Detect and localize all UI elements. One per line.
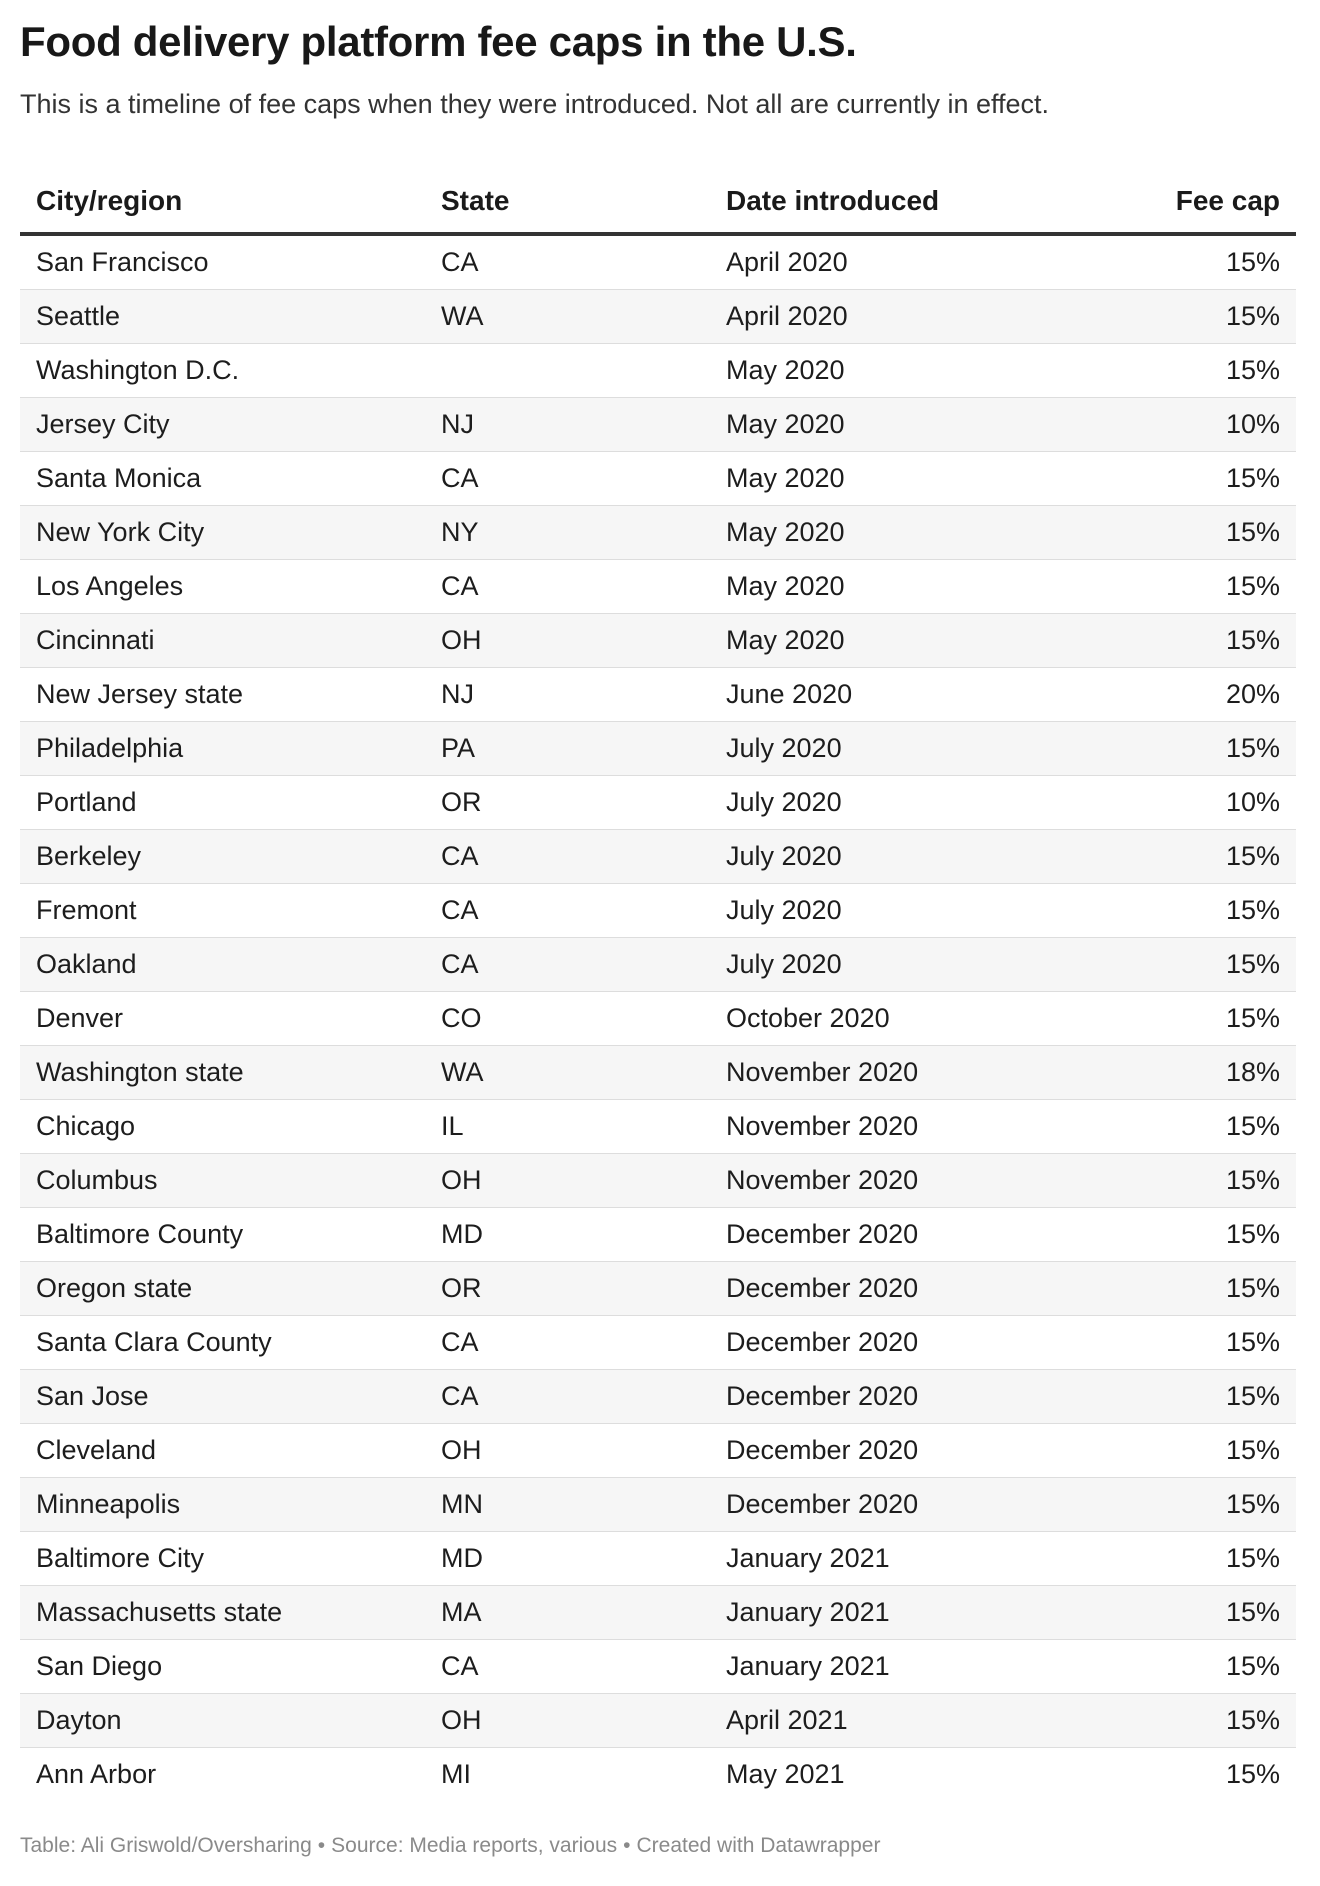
table-row xyxy=(20,1640,1296,1694)
footer-source: Source: Media reports, various xyxy=(331,1834,618,1857)
cell-city: Baltimore City xyxy=(20,1532,425,1586)
cell-city: Oakland xyxy=(20,938,425,992)
cell-date: May 2020 xyxy=(710,452,1150,506)
table-row xyxy=(20,1532,1296,1586)
table-row xyxy=(20,1316,1296,1370)
cell-city: Massachusetts state xyxy=(20,1586,425,1640)
cell-state: WA xyxy=(425,290,710,344)
cell-fee-cap: 15% xyxy=(1150,290,1296,344)
cell-city: Seattle xyxy=(20,290,425,344)
cell-date: July 2020 xyxy=(710,884,1150,938)
cell-fee-cap: 15% xyxy=(1150,1586,1296,1640)
footer-separator: • xyxy=(623,1834,631,1857)
cell-state: CA xyxy=(425,938,710,992)
cell-city: New Jersey state xyxy=(20,668,425,722)
table-row xyxy=(20,776,1296,830)
cell-state: CA xyxy=(425,830,710,884)
cell-city: Dayton xyxy=(20,1694,425,1748)
table-row xyxy=(20,884,1296,938)
footer-datawrapper-link[interactable]: Created with Datawrapper xyxy=(636,1834,881,1857)
cell-fee-cap: 15% xyxy=(1150,722,1296,776)
cell-city: Los Angeles xyxy=(20,560,425,614)
cell-date: April 2020 xyxy=(710,290,1150,344)
cell-date: December 2020 xyxy=(710,1316,1150,1370)
cell-fee-cap: 18% xyxy=(1150,1046,1296,1100)
table-row xyxy=(20,560,1296,614)
cell-fee-cap: 15% xyxy=(1150,1370,1296,1424)
column-header-date[interactable]: Date introduced xyxy=(710,170,1150,234)
cell-city: Ann Arbor xyxy=(36,1759,157,1789)
cell-date: November 2020 xyxy=(710,1154,1150,1208)
cell-date: December 2020 xyxy=(710,1424,1150,1478)
cell-state: NY xyxy=(425,506,710,560)
cell-city: Washington state xyxy=(20,1046,425,1100)
cell-date: April 2021 xyxy=(710,1694,1150,1748)
cell-date: May 2020 xyxy=(710,614,1150,668)
cell-city: San Diego xyxy=(20,1640,425,1694)
footer-separator: • xyxy=(317,1834,326,1857)
cell-city: Philadelphia xyxy=(20,722,425,776)
cell-date: December 2020 xyxy=(710,1370,1150,1424)
table-row xyxy=(20,344,1296,398)
table-header-row xyxy=(20,170,1296,234)
cell-date: June 2020 xyxy=(710,668,1150,722)
cell-state: OR xyxy=(425,1262,710,1316)
cell-state: OH xyxy=(425,1154,710,1208)
cell-date: July 2020 xyxy=(710,830,1150,884)
cell-state xyxy=(425,344,710,398)
cell-fee-cap: 15% xyxy=(1150,1262,1296,1316)
cell-fee-cap: 10% xyxy=(1150,398,1296,452)
cell-state: OH xyxy=(425,614,710,668)
cell-fee-cap: 15% xyxy=(1225,1759,1280,1789)
table-row xyxy=(20,1262,1296,1316)
cell-fee-cap: 15% xyxy=(1150,1694,1296,1748)
cell-state: MD xyxy=(425,1208,710,1262)
fee-cap-table xyxy=(20,170,1296,1801)
cell-fee-cap: 20% xyxy=(1150,668,1296,722)
cell-date: December 2020 xyxy=(710,1262,1150,1316)
cell-date: May 2020 xyxy=(710,560,1150,614)
table-row xyxy=(20,830,1296,884)
cell-state: CA xyxy=(425,452,710,506)
page-title: Food delivery platform fee caps in the U.S. xyxy=(20,18,857,65)
cell-fee-cap: 15% xyxy=(1150,1100,1296,1154)
table-row xyxy=(20,1424,1296,1478)
cell-city: Chicago xyxy=(20,1100,425,1154)
cell-fee-cap: 15% xyxy=(1150,506,1296,560)
table-row xyxy=(20,1208,1296,1262)
cell-state: OH xyxy=(425,1424,710,1478)
cell-state: MD xyxy=(425,1532,710,1586)
cell-city: San Jose xyxy=(20,1370,425,1424)
column-header-fee-cap[interactable]: Fee cap xyxy=(1150,170,1296,234)
table-row xyxy=(20,1478,1296,1532)
cell-date: May 2021 xyxy=(726,1759,845,1789)
cell-date: November 2020 xyxy=(710,1046,1150,1100)
cell-fee-cap: 15% xyxy=(1150,234,1296,290)
cell-fee-cap: 15% xyxy=(1150,884,1296,938)
cell-city: Denver xyxy=(20,992,425,1046)
cell-fee-cap: 15% xyxy=(1150,1640,1296,1694)
cell-date: November 2020 xyxy=(710,1100,1150,1154)
cell-date: December 2020 xyxy=(710,1208,1150,1262)
cell-fee-cap: 10% xyxy=(1150,776,1296,830)
table-row xyxy=(20,1100,1296,1154)
cell-date: January 2021 xyxy=(710,1640,1150,1694)
table-row xyxy=(20,1694,1296,1748)
table-row xyxy=(20,506,1296,560)
cell-city: San Francisco xyxy=(20,234,425,290)
cell-state: NJ xyxy=(425,398,710,452)
table-row xyxy=(20,1586,1296,1640)
cell-state: CA xyxy=(425,1316,710,1370)
cell-city: Berkeley xyxy=(20,830,425,884)
table-row xyxy=(20,1370,1296,1424)
table-row xyxy=(20,1748,1296,1802)
cell-date: May 2020 xyxy=(710,398,1150,452)
column-header-city[interactable]: City/region xyxy=(20,170,425,234)
table-row xyxy=(20,1154,1296,1208)
cell-state: WA xyxy=(425,1046,710,1100)
fee-cap-table-container xyxy=(20,170,1296,1801)
cell-state: MN xyxy=(425,1478,710,1532)
cell-city: Oregon state xyxy=(20,1262,425,1316)
cell-state: CO xyxy=(425,992,710,1046)
cell-fee-cap: 15% xyxy=(1150,1154,1296,1208)
cell-fee-cap: 15% xyxy=(1150,1316,1296,1370)
page-subtitle: This is a timeline of fee caps when they were introduced. Not all are currently in effect. xyxy=(20,89,1050,119)
cell-fee-cap: 15% xyxy=(1150,560,1296,614)
cell-city: Cleveland xyxy=(20,1424,425,1478)
cell-state: CA xyxy=(425,560,710,614)
column-header-state[interactable]: State xyxy=(425,170,710,234)
cell-date: October 2020 xyxy=(710,992,1150,1046)
cell-state: CA xyxy=(425,1640,710,1694)
table-row xyxy=(20,614,1296,668)
table-row xyxy=(20,938,1296,992)
cell-city: Fremont xyxy=(20,884,425,938)
cell-date: July 2020 xyxy=(710,776,1150,830)
cell-date: December 2020 xyxy=(710,1478,1150,1532)
cell-date: April 2020 xyxy=(710,234,1150,290)
cell-date: January 2021 xyxy=(710,1586,1150,1640)
cell-fee-cap: 15% xyxy=(1150,992,1296,1046)
table-row xyxy=(20,290,1296,344)
table-row xyxy=(20,668,1296,722)
cell-fee-cap: 15% xyxy=(1150,830,1296,884)
cell-state: MI xyxy=(441,1759,471,1789)
cell-city: Washington D.C. xyxy=(20,344,425,398)
cell-city: Minneapolis xyxy=(20,1478,425,1532)
cell-date: May 2020 xyxy=(710,506,1150,560)
cell-state: MA xyxy=(425,1586,710,1640)
cell-state: IL xyxy=(425,1100,710,1154)
cell-fee-cap: 15% xyxy=(1150,1532,1296,1586)
table-row xyxy=(20,398,1296,452)
cell-state: OR xyxy=(425,776,710,830)
footer-credits xyxy=(20,1834,880,1858)
cell-date: July 2020 xyxy=(710,722,1150,776)
cell-city: New York City xyxy=(20,506,425,560)
cell-city: Columbus xyxy=(20,1154,425,1208)
cell-fee-cap: 15% xyxy=(1150,614,1296,668)
table-row xyxy=(20,722,1296,776)
table-row xyxy=(20,234,1296,290)
cell-city: Santa Monica xyxy=(20,452,425,506)
cell-state: OH xyxy=(425,1694,710,1748)
table-body xyxy=(20,234,1296,1801)
table-row xyxy=(20,1046,1296,1100)
cell-state: CA xyxy=(425,234,710,290)
cell-date: July 2020 xyxy=(710,938,1150,992)
cell-state: NJ xyxy=(425,668,710,722)
cell-city: Cincinnati xyxy=(20,614,425,668)
cell-city: Jersey City xyxy=(20,398,425,452)
cell-state: CA xyxy=(425,884,710,938)
footer-table-credit: Table: Ali Griswold/Oversharing xyxy=(20,1834,312,1857)
cell-state: PA xyxy=(425,722,710,776)
cell-fee-cap: 15% xyxy=(1150,344,1296,398)
cell-date: May 2020 xyxy=(710,344,1150,398)
cell-fee-cap: 15% xyxy=(1150,1478,1296,1532)
cell-city: Santa Clara County xyxy=(20,1316,425,1370)
table-row xyxy=(20,992,1296,1046)
cell-fee-cap: 15% xyxy=(1150,452,1296,506)
cell-fee-cap: 15% xyxy=(1150,1208,1296,1262)
cell-date: January 2021 xyxy=(710,1532,1150,1586)
cell-state: CA xyxy=(425,1370,710,1424)
cell-city: Portland xyxy=(20,776,425,830)
cell-fee-cap: 15% xyxy=(1150,1424,1296,1478)
table-header xyxy=(20,170,1296,234)
cell-fee-cap: 15% xyxy=(1150,938,1296,992)
table-row xyxy=(20,452,1296,506)
cell-city: Baltimore County xyxy=(20,1208,425,1262)
